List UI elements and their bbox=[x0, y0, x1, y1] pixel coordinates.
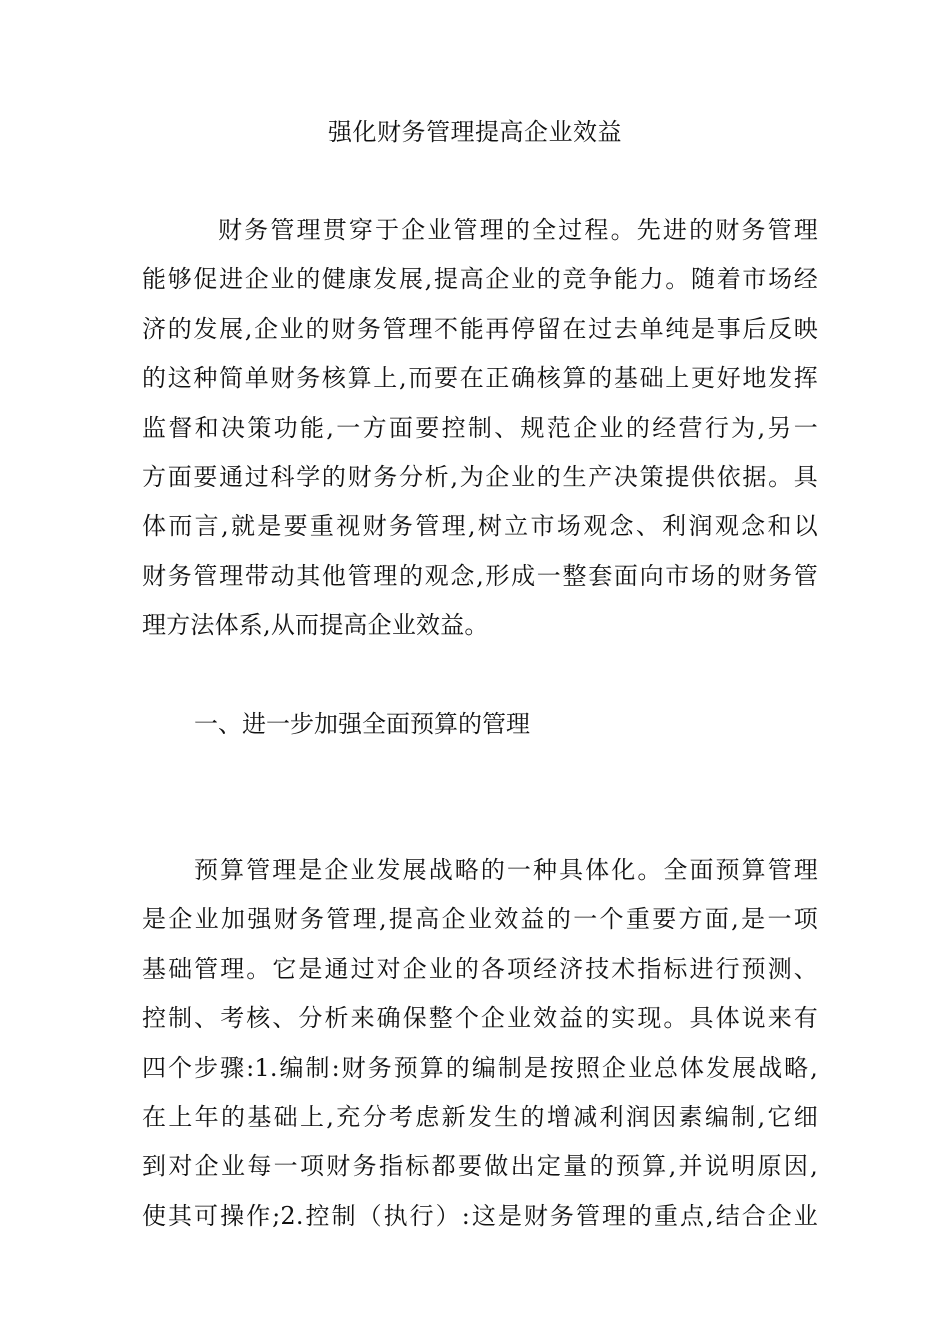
paragraph-line: 在上年的基础上,充分考虑新发生的增减利润因素编制,它细 bbox=[142, 1103, 818, 1132]
paragraph-line: 能够促进企业的健康发展,提高企业的竞争能力。随着市场经 bbox=[142, 265, 818, 294]
paragraph-line: 的这种简单财务核算上,而要在正确核算的基础上更好地发挥 bbox=[142, 364, 818, 393]
paragraph-line: 基础管理。它是通过对企业的各项经济技术指标进行预测、 bbox=[142, 954, 818, 983]
paragraph-line: 方面要通过科学的财务分析,为企业的生产决策提供依据。具 bbox=[142, 463, 818, 492]
paragraph-line: 是企业加强财务管理,提高企业效益的一个重要方面,是一项 bbox=[142, 905, 818, 934]
section-heading: 一、进一步加强全面预算的管理 bbox=[194, 710, 530, 738]
paragraph-budget bbox=[142, 846, 818, 1241]
paragraph-line: 预算管理是企业发展战略的一种具体化。全面预算管理 bbox=[194, 856, 818, 884]
paragraph-line: 体而言,就是要重视财务管理,树立市场观念、利润观念和以 bbox=[142, 512, 818, 541]
paragraph-line: 济的发展,企业的财务管理不能再停留在过去单纯是事后反映 bbox=[142, 314, 818, 343]
paragraph-line: 到对企业每一项财务指标都要做出定量的预算,并说明原因, bbox=[142, 1152, 818, 1181]
paragraph-line: 监督和决策功能,一方面要控制、规范企业的经营行为,另一 bbox=[142, 413, 818, 442]
paragraph-line: 财务管理带动其他管理的观念,形成一整套面向市场的财务管 bbox=[142, 561, 818, 590]
paragraph-line: 控制、考核、分析来确保整个企业效益的实现。具体说来有 bbox=[142, 1004, 818, 1033]
paragraph-line: 理方法体系,从而提高企业效益。 bbox=[142, 611, 489, 640]
paragraph-line: 四个步骤:1.编制:财务预算的编制是按照企业总体发展战略, bbox=[142, 1053, 818, 1082]
paragraph-intro bbox=[142, 206, 818, 651]
paragraph-line: 财务管理贯穿于企业管理的全过程。先进的财务管理 bbox=[218, 216, 818, 244]
paragraph-line: 使其可操作;2.控制（执行）:这是财务管理的重点,结合企业 bbox=[142, 1201, 818, 1230]
document-title: 强化财务管理提高企业效益 bbox=[328, 118, 622, 146]
